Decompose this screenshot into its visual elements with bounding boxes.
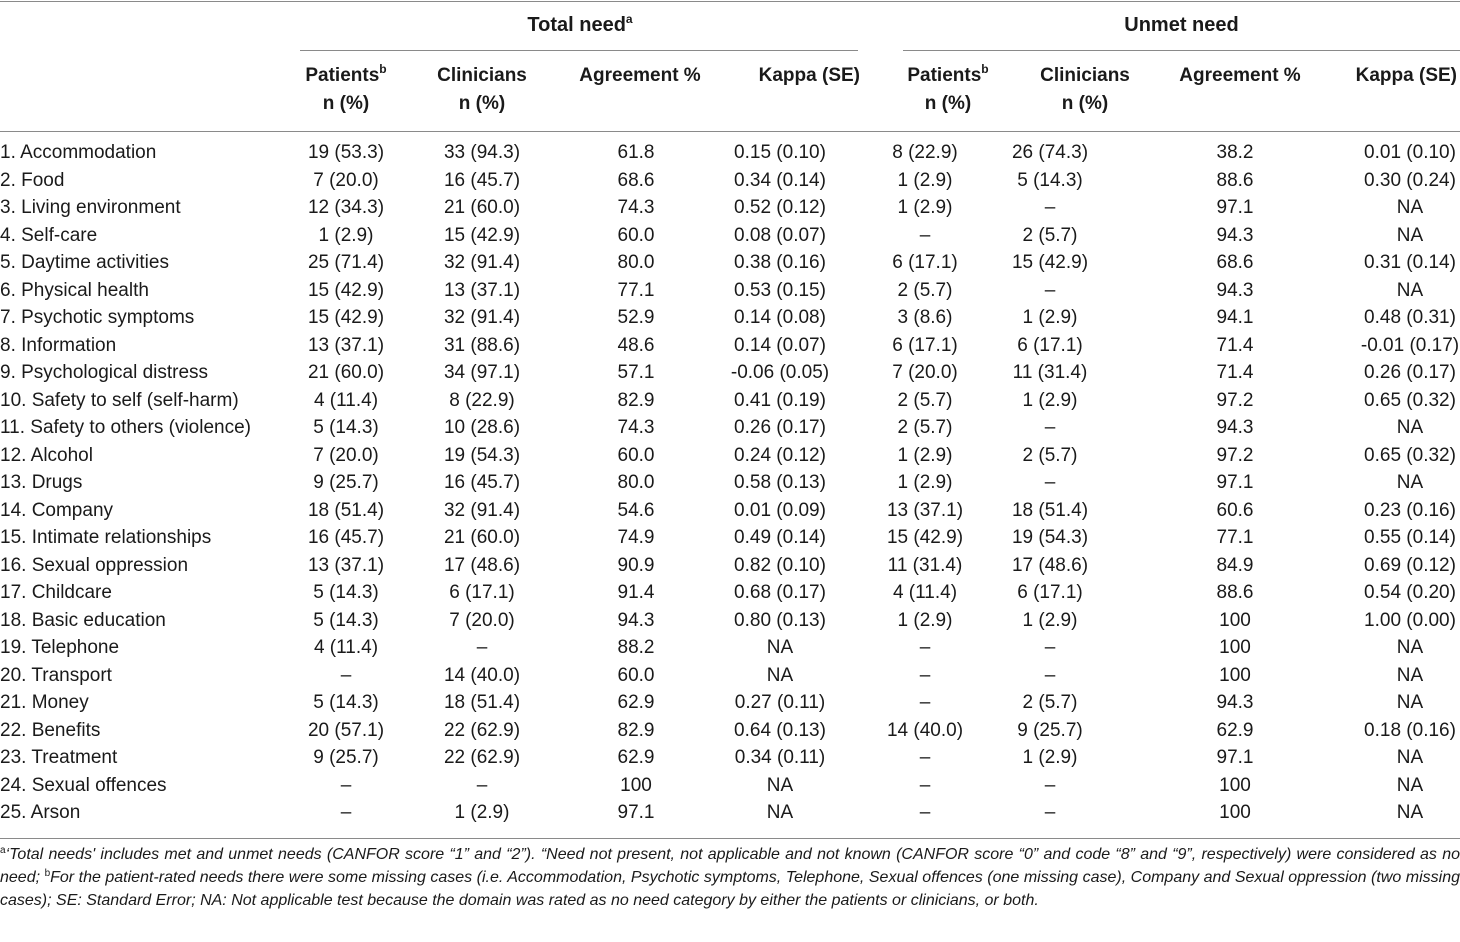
data-table [0,139,1460,827]
agreement-total-cell: 74.3 [617,417,655,438]
patients-unmet-cell: – [919,747,931,768]
col-header-clinicians-unmet: Clinicians n (%) [1040,65,1130,114]
col-header-kappa-unmet: Kappa (SE) [1355,65,1457,86]
clinicians-total-cell: 32 (91.4) [443,499,521,521]
agreement-unmet-cell: 88.6 [1216,582,1254,603]
patients-total-cell: 19 (53.3) [307,142,385,163]
clinicians-total-cell: 22 (62.9) [443,719,521,741]
patients-unmet-cell: – [919,224,931,246]
domain-cell: 20. Transport [0,664,112,686]
patients-unmet-cell: 1 (2.9) [897,444,953,466]
table-row [0,689,1460,717]
table-row [0,469,1460,497]
col-header-kappa-total: Kappa (SE) [758,65,860,86]
table-row [0,304,1460,332]
clinicians-unmet-cell: 9 (25.7) [1017,719,1083,741]
domain-cell: 2. Food [0,169,65,191]
agreement-unmet-cell: 94.3 [1216,692,1254,713]
clinicians-total-cell: 34 (97.1) [443,362,521,383]
domain-cell: 15. Intimate relationships [0,527,212,548]
domain-cell: 3. Living environment [0,197,181,218]
kappa-unmet-cell: -0.01 (0.17) [1360,334,1460,356]
patients-total-cell: 9 (25.7) [313,747,379,768]
clinicians-unmet-cell: 6 (17.1) [1017,334,1083,356]
kappa-total-cell: NA [766,802,794,823]
clinicians-total-cell: 31 (88.6) [443,334,521,356]
agreement-unmet-cell: 71.4 [1216,334,1254,356]
patients-total-cell: – [340,802,352,823]
domain-cell: 9. Psychological distress [0,362,209,383]
clinicians-total-cell: 16 (45.7) [443,169,521,191]
patients-unmet-cell: 1 (2.9) [897,472,953,493]
kappa-unmet-cell: NA [1396,224,1424,246]
table-row [0,552,1460,580]
clinicians-unmet-cell: 18 (51.4) [1011,499,1089,521]
patients-total-cell: 16 (45.7) [307,527,385,548]
patients-unmet-cell: 2 (5.7) [897,279,953,301]
agreement-total-cell: 52.9 [617,307,655,328]
table-row [0,772,1460,800]
kappa-total-cell: NA [766,664,794,686]
table-row [0,277,1460,305]
agreement-unmet-cell: 100 [1219,774,1251,796]
agreement-total-cell: 74.9 [617,527,655,548]
domain-cell: 10. Safety to self (self-harm) [0,389,239,411]
agreement-unmet-cell: 97.2 [1216,444,1254,466]
agreement-unmet-cell: 97.1 [1216,747,1254,768]
agreement-total-cell: 77.1 [617,279,655,301]
agreement-unmet-cell: 94.1 [1216,307,1254,328]
kappa-unmet-cell: NA [1396,417,1424,438]
agreement-total-cell: 74.3 [617,197,655,218]
table-row [0,607,1460,635]
agreement-total-cell: 68.6 [617,169,655,191]
clinicians-total-cell: 22 (62.9) [443,747,521,768]
patients-unmet-cell: – [919,637,931,658]
kappa-unmet-cell: NA [1396,279,1424,301]
domain-cell: 11. Safety to others (violence) [0,417,251,438]
domain-cell: 13. Drugs [0,472,83,493]
patients-unmet-cell: 13 (37.1) [886,499,964,521]
patients-total-cell: 18 (51.4) [307,499,385,521]
kappa-unmet-cell: 0.48 (0.31) [1364,307,1456,328]
patients-unmet-cell: 2 (5.7) [897,417,953,438]
clinicians-unmet-cell: 11 (31.4) [1012,362,1088,383]
table-row [0,332,1460,360]
agreement-total-cell: 60.0 [617,664,655,686]
agreement-unmet-cell: 84.9 [1216,554,1254,576]
clinicians-unmet-cell: 1 (2.9) [1022,389,1078,411]
patients-unmet-cell: 14 (40.0) [886,719,964,741]
patients-unmet-cell: – [919,774,931,796]
domain-cell: 19. Telephone [0,637,120,658]
patients-unmet-cell: 6 (17.1) [892,334,958,356]
patients-total-cell: 4 (11.4) [313,637,379,658]
unmet-need-underline [903,50,1460,51]
agreement-unmet-cell: 62.9 [1216,719,1254,741]
agreement-unmet-cell: 71.4 [1216,362,1254,383]
clinicians-unmet-cell: – [1044,774,1056,796]
kappa-total-cell: 0.41 (0.19) [734,389,826,411]
table-row [0,662,1460,690]
domain-cell: 22. Benefits [0,719,101,741]
patients-total-cell: 7 (20.0) [313,169,379,191]
kappa-unmet-cell: NA [1396,802,1424,823]
agreement-total-cell: 48.6 [617,334,655,356]
kappa-total-cell: 0.64 (0.13) [734,719,826,741]
domain-cell: 18. Basic education [0,609,166,631]
agreement-unmet-cell: 97.1 [1216,472,1254,493]
kappa-total-cell: 0.14 (0.07) [734,334,826,356]
kappa-total-cell: 0.27 (0.11) [734,692,826,713]
table-row [0,249,1460,277]
total-need-group-header: Total need$^a$ [527,12,633,36]
table-row [0,634,1460,662]
clinicians-total-cell: 8 (22.9) [449,389,515,411]
clinicians-unmet-cell: – [1044,472,1056,493]
footnote-rule [0,838,1460,839]
patients-total-cell: 13 (37.1) [307,554,385,576]
clinicians-total-cell: 15 (42.9) [443,224,521,246]
patients-total-cell: 21 (60.0) [307,362,385,383]
agreement-total-cell: 62.9 [617,747,655,768]
clinicians-unmet-cell: 1 (2.9) [1022,609,1078,631]
clinicians-unmet-cell: 6 (17.1) [1017,582,1083,603]
patients-total-cell: 9 (25.7) [313,472,379,493]
table-row [0,194,1460,222]
kappa-unmet-cell: NA [1396,637,1424,658]
agreement-unmet-cell: 97.2 [1216,389,1254,411]
patients-unmet-cell: 2 (5.7) [897,389,953,411]
kappa-unmet-cell: NA [1396,197,1424,218]
table-row [0,524,1460,552]
kappa-unmet-cell: 0.01 (0.10) [1364,142,1456,163]
agreement-total-cell: 82.9 [617,389,655,411]
patients-unmet-cell: 1 (2.9) [897,169,953,191]
patients-unmet-cell: – [919,692,931,713]
patients-total-cell: 15 (42.9) [307,279,385,301]
kappa-total-cell: 0.34 (0.14) [734,169,826,191]
clinicians-total-cell: 6 (17.1) [449,582,515,603]
agreement-total-cell: 62.9 [617,692,655,713]
domain-cell: 7. Psychotic symptoms [0,307,195,328]
kappa-total-cell: 0.15 (0.10) [734,142,826,163]
clinicians-unmet-cell: 26 (74.3) [1011,142,1089,163]
patients-total-cell: – [340,664,352,686]
clinicians-unmet-cell: – [1044,279,1056,301]
table-row [0,222,1460,250]
agreement-total-cell: 91.4 [617,582,655,603]
kappa-total-cell: 0.82 (0.10) [734,554,826,576]
domain-cell: 17. Childcare [0,582,112,603]
kappa-unmet-cell: 0.54 (0.20) [1364,582,1456,603]
clinicians-total-cell: 16 (45.7) [443,472,521,493]
clinicians-total-cell: 14 (40.0) [443,664,521,686]
kappa-total-cell: 0.52 (0.12) [734,197,826,218]
kappa-total-cell: 0.01 (0.09) [734,499,826,521]
kappa-total-cell: 0.68 (0.17) [734,582,826,603]
patients-unmet-cell: 15 (42.9) [886,527,964,548]
patients-unmet-cell: 1 (2.9) [897,197,953,218]
domain-cell: 12. Alcohol [0,444,93,466]
patients-unmet-cell: 6 (17.1) [892,252,958,273]
domain-cell: 25. Arson [0,802,81,823]
clinicians-total-cell: 7 (20.0) [449,609,515,631]
header-bottom-rule [0,131,1460,132]
col-header-agreement-total: Agreement % [579,65,701,86]
domain-cell: 24. Sexual offences [0,774,167,796]
patients-total-cell: 5 (14.3) [313,582,379,603]
clinicians-total-cell: 1 (2.9) [454,802,510,823]
kappa-unmet-cell: 0.26 (0.17) [1364,362,1456,383]
kappa-total-cell: 0.08 (0.07) [734,224,826,246]
patients-total-cell: 7 (20.0) [313,444,379,466]
clinicians-unmet-cell: 2 (5.7) [1022,692,1078,713]
top-rule [0,1,1460,2]
clinicians-total-cell: 10 (28.6) [443,417,521,438]
kappa-unmet-cell: 0.65 (0.32) [1364,444,1456,466]
domain-cell: 8. Information [0,334,117,356]
kappa-total-cell: NA [766,637,794,658]
agreement-unmet-cell: 100 [1219,609,1251,631]
agreement-total-cell: 61.8 [617,142,655,163]
patients-total-cell: 12 (34.3) [307,197,385,218]
table-row [0,799,1460,827]
table-footnote: $^a$‘Total needs' includes met and unmet needs (CANFOR score “1” and “2”). “Need not present, not applicable and not known (CANFOR score “0” and code “8” and “9”, respectively) were considered as no need; $^b$For the patient-rated needs there were some missing cases (i.e. Accommodation, Psychotic symptoms, Telephone, Sexual offences (one missing case), Company and Sexual oppression (two missing cases); SE: Standard Error; NA: Not applicable test because the domain was rated as no need category by either the patients or clinicians, or both. [0,845,1460,909]
patients-unmet-cell: 11 (31.4) [887,554,963,576]
domain-cell: 14. Company [0,499,114,521]
col-header-patients-total: Patients$^b$ n (%) [305,62,387,114]
clinicians-unmet-cell: 19 (54.3) [1011,527,1089,548]
agreement-total-cell: 94.3 [617,609,655,631]
agreement-total-cell: 100 [620,774,652,796]
agreement-unmet-cell: 100 [1219,637,1251,658]
table-row [0,744,1460,772]
agreement-total-cell: 80.0 [617,252,655,273]
domain-cell: 6. Physical health [0,279,149,301]
agreement-unmet-cell: 94.3 [1216,224,1254,246]
agreement-total-cell: 90.9 [617,554,655,576]
kappa-total-cell: 0.26 (0.17) [734,417,826,438]
domain-cell: 21. Money [0,692,89,713]
clinicians-unmet-cell: 1 (2.9) [1022,747,1078,768]
clinicians-total-cell: 21 (60.0) [443,197,521,218]
clinicians-unmet-cell: 2 (5.7) [1022,444,1078,466]
kappa-total-cell: 0.58 (0.13) [734,472,826,493]
clinicians-total-cell: 19 (54.3) [443,444,521,466]
patients-total-cell: 15 (42.9) [307,307,385,328]
table-row [0,497,1460,525]
kappa-unmet-cell: 0.23 (0.16) [1364,499,1456,521]
agreement-unmet-cell: 88.6 [1216,169,1254,191]
agreement-unmet-cell: 97.1 [1216,197,1254,218]
kappa-unmet-cell: NA [1396,774,1424,796]
clinicians-total-cell: 13 (37.1) [443,279,521,301]
clinicians-total-cell: – [476,637,488,658]
agreement-total-cell: 82.9 [617,719,655,741]
clinicians-unmet-cell: 5 (14.3) [1017,169,1083,191]
kappa-unmet-cell: 0.65 (0.32) [1364,389,1456,411]
kappa-unmet-cell: 0.55 (0.14) [1364,527,1456,548]
kappa-total-cell: 0.34 (0.11) [734,747,826,768]
clinicians-total-cell: 33 (94.3) [443,142,521,163]
clinicians-total-cell: – [476,774,488,796]
unmet-need-group-header: Unmet need [1124,14,1239,36]
kappa-unmet-cell: 0.31 (0.14) [1364,252,1456,273]
patients-total-cell: 1 (2.9) [318,224,374,246]
table-row [0,442,1460,470]
agreement-unmet-cell: 68.6 [1216,252,1254,273]
agreement-unmet-cell: 38.2 [1216,142,1254,163]
patients-total-cell: – [340,774,352,796]
domain-cell: 16. Sexual oppression [0,554,189,576]
agreement-total-cell: 57.1 [617,362,655,383]
clinicians-unmet-cell: – [1044,802,1056,823]
clinicians-unmet-cell: 17 (48.6) [1011,554,1089,576]
agreement-total-cell: 54.6 [617,499,655,521]
table-row [0,414,1460,442]
patients-total-cell: 13 (37.1) [307,334,385,356]
agreement-unmet-cell: 77.1 [1216,527,1254,548]
total-need-underline [300,50,858,51]
kappa-total-cell: 0.24 (0.12) [734,444,826,466]
kappa-total-cell: NA [766,774,794,796]
domain-cell: 4. Self-care [0,224,98,246]
kappa-total-cell: 0.38 (0.16) [734,252,826,273]
patients-total-cell: 4 (11.4) [313,389,379,411]
patients-unmet-cell: 1 (2.9) [897,609,953,631]
clinicians-total-cell: 32 (91.4) [443,307,521,328]
kappa-unmet-cell: 1.00 (0.00) [1364,609,1456,631]
kappa-total-cell: 0.80 (0.13) [734,609,826,631]
clinicians-unmet-cell: – [1044,664,1056,686]
clinicians-unmet-cell: 1 (2.9) [1022,307,1078,328]
kappa-total-cell: -0.06 (0.05) [730,362,830,383]
agreement-total-cell: 88.2 [617,637,655,658]
patients-total-cell: 5 (14.3) [313,609,379,631]
patients-unmet-cell: 7 (20.0) [892,362,958,383]
agreement-total-cell: 80.0 [617,472,655,493]
agreement-total-cell: 60.0 [617,444,655,466]
table-row [0,717,1460,745]
clinicians-total-cell: 18 (51.4) [443,692,521,713]
kappa-total-cell: 0.14 (0.08) [734,307,826,328]
clinicians-total-cell: 21 (60.0) [443,527,521,548]
agreement-total-cell: 60.0 [617,224,655,246]
clinicians-total-cell: 17 (48.6) [443,554,521,576]
clinicians-unmet-cell: – [1044,197,1056,218]
agreement-unmet-cell: 94.3 [1216,279,1254,301]
patients-total-cell: 20 (57.1) [307,719,385,741]
kappa-unmet-cell: 0.69 (0.12) [1364,554,1456,576]
col-header-agreement-unmet: Agreement % [1179,65,1301,86]
patients-unmet-cell: 3 (8.6) [897,307,953,328]
kappa-unmet-cell: 0.30 (0.24) [1364,169,1456,191]
kappa-unmet-cell: 0.18 (0.16) [1364,719,1456,741]
kappa-total-cell: 0.53 (0.15) [734,279,826,301]
patients-total-cell: 5 (14.3) [313,692,379,713]
clinicians-unmet-cell: 15 (42.9) [1011,252,1089,273]
table-row [0,387,1460,415]
kappa-unmet-cell: NA [1396,664,1424,686]
patients-total-cell: 25 (71.4) [307,252,385,273]
agreement-unmet-cell: 94.3 [1216,417,1254,438]
agreement-unmet-cell: 60.6 [1216,499,1254,521]
patients-unmet-cell: 4 (11.4) [892,582,958,603]
agreement-total-cell: 97.1 [617,802,655,823]
table-row [0,359,1460,387]
patients-unmet-cell: – [919,664,931,686]
clinicians-unmet-cell: – [1044,417,1056,438]
agreement-unmet-cell: 100 [1219,664,1251,686]
table-row [0,167,1460,195]
domain-cell: 1. Accommodation [0,142,157,163]
domain-cell: 23. Treatment [0,747,118,768]
agreement-unmet-cell: 100 [1219,802,1251,823]
table-row [0,139,1460,167]
kappa-total-cell: 0.49 (0.14) [734,527,826,548]
kappa-unmet-cell: NA [1396,472,1424,493]
patients-unmet-cell: 8 (22.9) [892,142,958,163]
patients-total-cell: 5 (14.3) [313,417,379,438]
clinicians-unmet-cell: 2 (5.7) [1022,224,1078,246]
col-header-clinicians-total: Clinicians n (%) [437,65,527,114]
domain-cell: 5. Daytime activities [0,252,169,273]
col-header-patients-unmet: Patients$^b$ n (%) [907,62,989,114]
patients-unmet-cell: – [919,802,931,823]
table-row [0,579,1460,607]
clinicians-total-cell: 32 (91.4) [443,252,521,273]
kappa-unmet-cell: NA [1396,747,1424,768]
kappa-unmet-cell: NA [1396,692,1424,713]
clinicians-unmet-cell: – [1044,637,1056,658]
